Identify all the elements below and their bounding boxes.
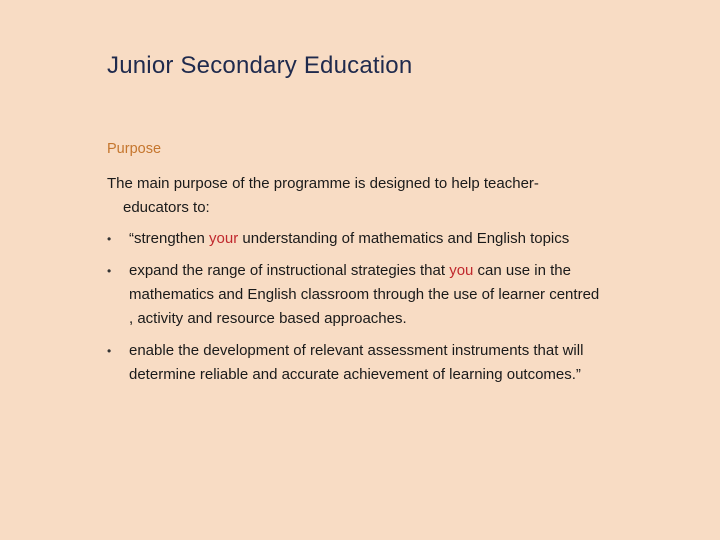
intro-line-2: educators to: — [123, 199, 210, 216]
bullet-list — [107, 227, 607, 395]
intro-line-1: The main purpose of the programme is designed to help teacher- — [107, 175, 539, 192]
section-label: Purpose — [107, 141, 162, 157]
bullet-marker: • — [107, 264, 112, 278]
intro-paragraph — [107, 172, 607, 220]
bullet-text-before: expand the range of instructional strategies that — [129, 262, 450, 279]
bullet-marker: • — [107, 232, 112, 246]
bullet-item — [107, 339, 607, 387]
slide-title: Junior Secondary Education — [107, 52, 413, 79]
bullet-text-before: enable the development of relevant assessment instruments that will determine reliable and accurate achievement of learning outcomes.” — [129, 342, 584, 383]
bullet-text-before: “strengthen — [129, 230, 210, 247]
bullet-text-after: understanding of mathematics and English topics — [238, 230, 570, 247]
bullet-marker: • — [107, 344, 112, 358]
bullet-highlight: you — [449, 262, 474, 279]
bullet-item — [107, 259, 607, 331]
bullet-item — [107, 227, 607, 251]
bullet-text-after: can use in the mathematics and English classroom through the use of learner centred , activity and resource based approaches. — [129, 262, 600, 327]
bullet-highlight: your — [209, 230, 239, 247]
